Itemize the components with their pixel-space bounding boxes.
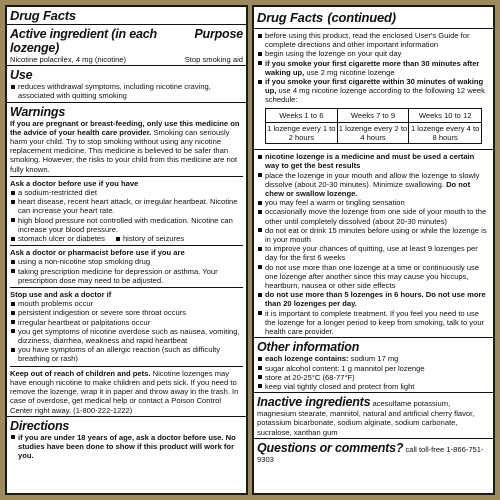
other-info-item [257,382,490,391]
pregnancy-warning-bold: If you are pregnant or breast-feeding, only use this medicine on the advice of your health care provider. [10,118,240,137]
ask-doctor-split-row [10,234,243,243]
ask-doctor-item: a sodium-restricted diet [10,188,243,197]
other-info-item [257,373,490,382]
keep-out-of-reach-bold: Keep out of reach of children and pets. [10,368,151,378]
divider [10,287,243,288]
use-item: reduces withdrawal symptoms, including nicotine craving, associated with quitting smoking [10,82,243,100]
continued-suffix: (continued) [327,10,396,25]
rule-item [257,207,490,225]
inactive-ingredients-section [254,392,493,438]
ask-doctor-item: stomach ulcer or diabetes [10,234,105,243]
keep-out-of-reach-text: Nicotine lozenges may have enough nicotine to make children and pets sick. If you need to remove the lozenge, wrap it in paper and throw away in the trash. In case of overdose, get medical help or contact a Poison Control Center right away. (1-800-222-1222) [10,368,239,415]
direction-text: use 4 mg nicotine lozenge according to the following 12 week schedule: [265,86,485,105]
direction-text: before using this product, read the enclosed User's Guide for complete directions and other important information [265,31,470,50]
pregnancy-warning-text: Smoking can seriously harm your child. Try to stop smoking without using any nicotine replacement medicine. This medicine is believed to be safer than smoking. However, the risks to your child from this medicine are not fully known. [10,127,238,174]
warnings-heading: Warnings [10,104,66,119]
ask-doctor-heading: Ask a doctor before use if you have [10,178,139,188]
schedule-cell: 1 lozenge every 4 to 8 hours [410,123,480,143]
inactive-ingredients-text: acesulfame potassium, magnesium stearate, mannitol, natural and artificial cherry flavor, potassium bicarbonate, sodium alginate, sodium carbonate, sucralose, xanthan gum [257,399,475,437]
direction-text: use 2 mg nicotine lozenge [304,67,395,77]
active-ingredient-row [10,55,243,64]
direction-item [257,49,490,58]
other-info-bold: each lozenge contains: [265,354,349,364]
active-ingredient-purpose: Stop smoking aid [184,55,243,64]
rule-item [257,309,490,337]
other-info-item [257,354,490,363]
other-info-text: keep vial tightly closed and protect from light [265,381,415,391]
directions-section [7,416,246,462]
other-information-heading: Other information [257,340,360,355]
divider [10,245,243,246]
warnings-section [7,102,246,416]
direction-bold: if you smoke your first cigarette within 30 minutes of waking up, [265,77,484,96]
rule-text: to improve your chances of quitting, use at least 9 lozenges per day for the first 6 weeks [265,244,478,263]
usage-rules-section [254,149,493,337]
rule-item [257,244,490,262]
rule-text: do not eat or drink 15 minutes before using or while the lozenge is in your mouth [265,225,487,245]
direction-bold: if you smoke your first cigarette more than 30 minutes after waking up, [265,58,480,77]
rule-text: you may feel a warm or tingling sensation [265,198,405,208]
inactive-ingredients [257,395,490,437]
rule-item [257,171,490,199]
keep-out-of-reach [10,369,243,415]
rule-item [257,152,490,170]
rule-item [257,198,490,207]
other-info-text: sugar alcohol content: 1 g mannitol per lozenge [265,363,425,373]
direction-text: begin using the lozenge on your quit day [265,49,402,59]
questions-phone[interactable]: call toll-free 1-866-751-9303 [257,444,484,464]
rule-text: place the lozenge in your mouth and allow the lozenge to slowly dissolve (about 20-30 minutes). Minimize swallowing. [265,170,480,189]
stop-use-item: persistent indigestion or severe sore throat occurs [10,308,243,317]
inactive-ingredients-heading: Inactive ingredients [257,395,371,410]
questions-heading: Questions or comments? [257,440,404,455]
questions-section [254,438,493,465]
direction-item [257,31,490,49]
directions-item: if you are under 18 years of age, ask a doctor before use. No studies have been done to show if this product will work for you. [10,433,243,461]
purpose-heading: Purpose [194,27,243,41]
ask-doctor-item: heart disease, recent heart attack, or irregular heartbeat. Nicotine can increase your heart rate. [10,197,243,215]
ask-pharmacist-item: using a non-nicotine stop smoking drug [10,257,243,266]
divider [10,176,243,177]
rule-text: it is important to complete treatment. If you feel you need to use the lozenge for a longer period to keep from smoking, talk to your health care provider. [265,308,485,337]
drug-facts-title-section [7,7,246,24]
ask-doctor-item: high blood pressure not controlled with medication. Nicotine can increase your blood pressure. [10,216,243,234]
drug-facts-title: Drug Facts [10,8,76,23]
other-info-item [257,364,490,373]
direction-item [257,77,490,105]
pregnancy-warning [10,119,243,174]
rule-bold: Do not chew or swallow lozenge. [265,179,471,199]
rule-item [257,290,490,308]
questions-line [257,441,490,464]
rule-item [257,226,490,244]
other-info-text: sodium 17 mg [348,354,399,364]
schedule-header: Weeks 10 to 12 [409,109,481,123]
schedule-cell: 1 lozenge every 2 to 4 hours [338,123,410,143]
schedule-header: Weeks 7 to 9 [338,109,410,123]
use-heading: Use [10,68,33,83]
dosing-schedule-table [265,108,482,145]
stop-use-item: irregular heartbeat or palpitations occur [10,318,243,327]
rule-bold: do not use more than 5 lozenges in 6 hours. Do not use more than 20 lozenges per day. [265,290,486,309]
stop-use-item: mouth problems occur [10,299,243,308]
active-ingredient-name: Nicotine polacrilex, 4 mg (nicotine) [10,55,127,64]
ask-pharmacist-item: taking prescription medicine for depression or asthma. Your prescription dose may need to be adjusted. [10,267,243,285]
rule-bold: nicotine lozenge is a medicine and must be used a certain way to get the best results [265,152,475,171]
directions-heading: Directions [10,418,70,433]
continued-title-section [254,7,493,28]
continued-title: Drug Facts [257,10,323,25]
ask-doctor-item: history of seizures [115,234,184,243]
drug-facts-right-panel [252,5,495,495]
schedule-header: Weeks 1 to 6 [266,109,338,123]
stop-use-heading: Stop use and ask a doctor if [10,290,112,300]
stop-use-item: you have symptoms of an allergic reaction (such as difficulty breathing or rash) [10,345,243,363]
divider [10,366,243,367]
rule-text: do not use more than one lozenge at a time or continuously use one lozenge after another since this may cause you hiccups, heartburn, nausea or other side effects [265,262,480,291]
rule-text: occasionally move the lozenge from one side of your mouth to the other until completely dissolved (about 20-30 minutes) [265,207,487,226]
active-ingredient-section [7,24,246,65]
stop-use-item: you get symptoms of nicotine overdose such as nausea, vomiting, dizziness, diarrhea, weakness and rapid heartbeat [10,327,243,345]
other-info-text: store at 20-25°C (68-77°F) [265,372,355,382]
schedule-cell: 1 lozenge every 1 to 2 hours [266,123,338,143]
rule-item [257,263,490,291]
directions-continued-section [254,28,493,149]
active-ingredient-heading: Active ingredient (in each lozenge) [10,27,157,55]
direction-item [257,59,490,77]
use-section [7,65,246,101]
drug-facts-left-panel [5,5,248,495]
ask-pharmacist-heading: Ask a doctor or pharmacist before use if you are [10,248,185,258]
other-information-section [254,337,493,392]
active-header-row [10,27,243,55]
